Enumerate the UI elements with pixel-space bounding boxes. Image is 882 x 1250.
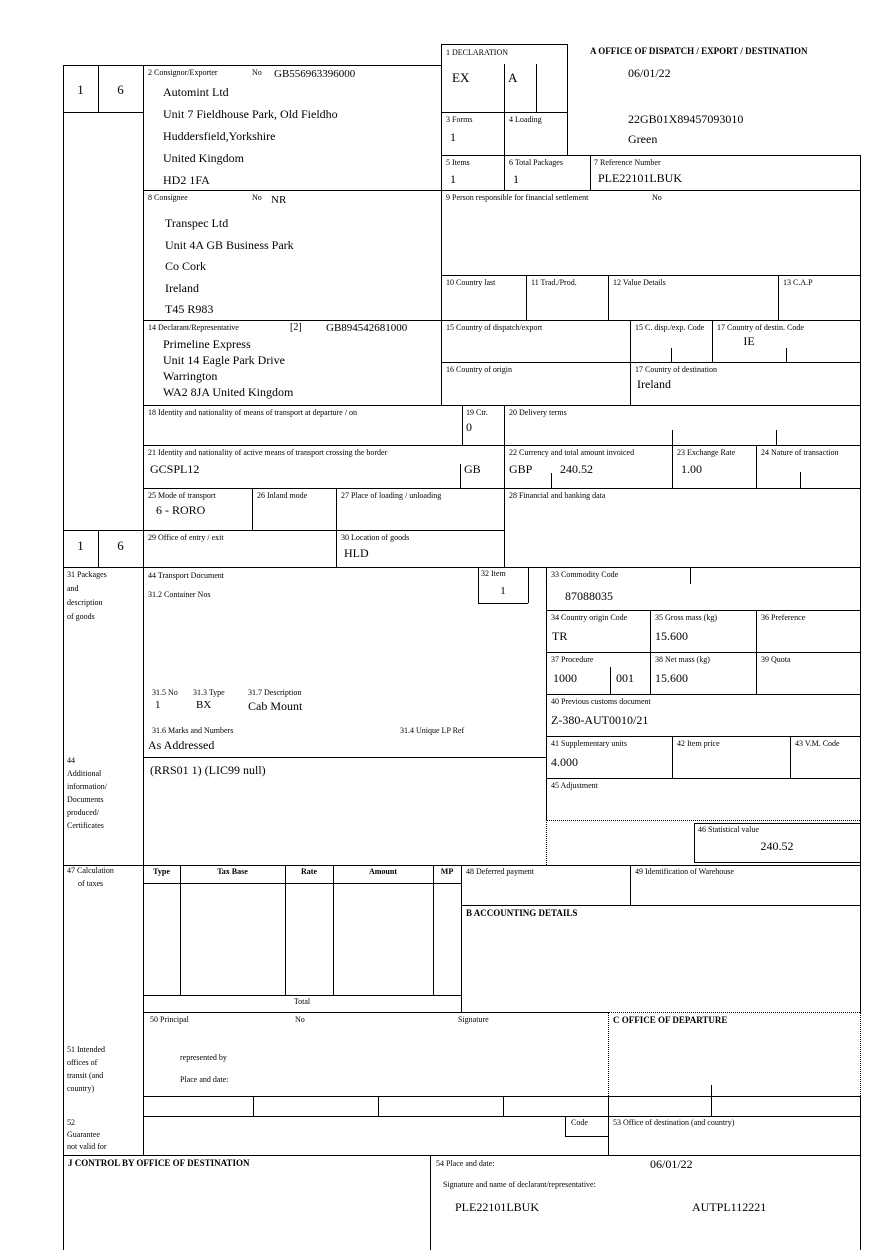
box17-label: 17 Country of destination xyxy=(635,365,717,374)
box44-label-1: 44 xyxy=(67,756,75,765)
box3-value: 1 xyxy=(450,130,456,144)
gross-mass: 15.600 xyxy=(655,629,688,643)
consignee-name: Transpec Ltd xyxy=(165,216,229,230)
box37-label: 37 Procedure xyxy=(551,655,594,664)
consignor-address-1: Unit 7 Fieldhouse Park, Old Fieldho xyxy=(163,107,338,121)
margin-copy-number-1: 1 xyxy=(77,82,84,97)
reference-number: PLE22101LBUK xyxy=(598,171,682,185)
rule-line xyxy=(460,464,461,488)
rule-line xyxy=(478,603,528,604)
rule-line xyxy=(712,320,713,362)
rule-line xyxy=(143,995,461,996)
tax-header-rate: Rate xyxy=(301,867,317,876)
box44-label-2: Additional xyxy=(67,769,102,778)
box41-label: 41 Supplementary units xyxy=(551,739,627,748)
box54-date: 06/01/22 xyxy=(650,1157,693,1171)
boxA-movement-reference: 22GB01X89457093010 xyxy=(628,112,744,126)
rule-line xyxy=(672,430,673,445)
rule-line xyxy=(630,865,631,905)
transport-nationality: GB xyxy=(464,462,481,476)
rule-line xyxy=(790,736,791,778)
declaration-type: EX xyxy=(452,70,470,85)
rule-line xyxy=(694,823,695,862)
rule-line xyxy=(567,44,568,155)
net-mass: 15.600 xyxy=(655,671,688,685)
box3-label: 3 Forms xyxy=(446,115,473,124)
rule-line xyxy=(565,1136,608,1137)
location-of-goods: HLD xyxy=(344,546,369,560)
boxB-accounting-label: B ACCOUNTING DETAILS xyxy=(466,908,578,918)
rule-line xyxy=(63,865,860,866)
rule-line xyxy=(143,1116,860,1117)
rule-line xyxy=(860,1096,861,1250)
box19-label: 19 Ctr. xyxy=(466,408,488,417)
consignor-id: GB556963396000 xyxy=(274,68,356,80)
dotted-rule-line xyxy=(546,820,860,821)
box50-no-label: No xyxy=(295,1015,305,1024)
margin-copy-number-6: 6 xyxy=(117,82,124,97)
consignee-address-1: Unit 4A GB Business Park xyxy=(165,238,294,252)
rule-line xyxy=(565,1116,566,1136)
box22-label: 22 Currency and total amount invoiced xyxy=(509,448,635,457)
rule-line xyxy=(252,488,253,530)
destination-country-code: IE xyxy=(743,334,755,348)
rule-line xyxy=(143,445,860,446)
rule-line xyxy=(478,567,479,603)
rule-line xyxy=(430,1155,431,1250)
origin-country-code: TR xyxy=(552,629,568,643)
package-type: BX xyxy=(196,699,212,711)
box4-label: 4 Loading xyxy=(509,115,542,124)
box9-label: 9 Person responsible for financial settlement xyxy=(446,193,589,202)
rule-line xyxy=(98,65,99,112)
box44-transport-doc-label: 44 Transport Document xyxy=(148,571,224,580)
box25-label: 25 Mode of transport xyxy=(148,491,216,500)
box36-label: 36 Preference xyxy=(761,613,806,622)
mode-of-transport: 6 - RORO xyxy=(156,503,206,517)
box40-label: 40 Previous customs document xyxy=(551,697,651,706)
consignee-postcode: T45 R983 xyxy=(165,302,214,316)
declarant-reference: PLE22101LBUK xyxy=(455,1200,539,1214)
box51-label-1: 51 Intended xyxy=(67,1045,105,1054)
box15-label: 15 Country of dispatch/export xyxy=(446,323,543,332)
rule-line xyxy=(333,865,334,995)
statistical-value: 240.52 xyxy=(760,839,794,853)
rule-line xyxy=(551,473,552,488)
rule-line xyxy=(143,65,144,1155)
rule-line xyxy=(690,567,691,584)
destination-country: Ireland xyxy=(637,377,671,391)
rule-line xyxy=(694,823,860,824)
box7-label: 7 Reference Number xyxy=(594,158,661,167)
rule-line xyxy=(63,112,143,113)
consignor-name: Automint Ltd xyxy=(163,85,229,99)
box6-value: 1 xyxy=(513,172,519,186)
tax-header-mp: MP xyxy=(440,867,454,876)
box52-label-1: 52 xyxy=(67,1118,75,1127)
rule-line xyxy=(536,64,537,112)
box17a-label: 17 Country of destin. Code xyxy=(717,323,804,332)
tax-header-type: Type xyxy=(153,867,170,876)
rule-line xyxy=(253,1096,254,1116)
box48-label: 48 Deferred payment xyxy=(466,867,534,876)
boxA-date: 06/01/22 xyxy=(628,66,671,80)
additional-information: (RRS01 1) (LIC99 null) xyxy=(150,763,266,777)
box31-5-label: 31.5 No xyxy=(152,688,178,697)
box31-7-label: 31.7 Description xyxy=(248,688,302,697)
box11-label: 11 Trad./Prod. xyxy=(531,278,577,287)
rule-line xyxy=(441,44,567,45)
box16-label: 16 Country of origin xyxy=(446,365,512,374)
declarant-postcode-country: WA2 8JA United Kingdom xyxy=(163,385,294,399)
rule-line xyxy=(378,1096,379,1116)
rule-line xyxy=(778,275,779,320)
box10-label: 10 Country last xyxy=(446,278,496,287)
declarant-name-code: AUTPL112221 xyxy=(692,1200,767,1214)
box39-label: 39 Quota xyxy=(761,655,791,664)
box50-signature-label: Signature xyxy=(458,1015,489,1024)
box19-value: 0 xyxy=(466,420,472,434)
boxC-office-of-departure-label: C OFFICE OF DEPARTURE xyxy=(613,1015,728,1025)
dotted-rule-line xyxy=(608,1012,609,1096)
rule-line xyxy=(63,65,64,1250)
exchange-rate: 1.00 xyxy=(681,462,702,476)
box44-label-6: Certificates xyxy=(67,821,104,830)
box51-label-3: transit (and xyxy=(67,1071,104,1080)
box1-label: 1 DECLARATION xyxy=(446,48,508,57)
procedure-code-2: 001 xyxy=(616,671,634,685)
rule-line xyxy=(63,1155,860,1156)
rule-line xyxy=(441,112,567,113)
rule-line xyxy=(546,652,860,653)
consignee-address-2: Co Cork xyxy=(165,259,207,273)
box52-label-3: not valid for xyxy=(67,1142,107,1151)
rule-line xyxy=(672,445,673,488)
package-count: 1 xyxy=(155,699,161,711)
procedure-code: 1000 xyxy=(553,671,577,685)
rule-line xyxy=(143,757,546,758)
rule-line xyxy=(546,694,860,695)
rule-line xyxy=(608,1096,609,1155)
box44-label-4: Documents xyxy=(67,795,104,804)
rule-line xyxy=(590,155,591,190)
invoice-amount: 240.52 xyxy=(560,462,593,476)
box53-label: 53 Office of destination (and country) xyxy=(613,1118,735,1127)
dotted-rule-line xyxy=(546,820,547,865)
box44-label-3: information/ xyxy=(67,782,107,791)
tax-header-amount: Amount xyxy=(368,867,397,876)
tax-header-base: Tax Base xyxy=(217,867,248,876)
box31-4-label: 31.4 Unique LP Ref xyxy=(400,726,465,735)
box6-label: 6 Total Packages xyxy=(509,158,563,167)
box43-label: 43 V.M. Code xyxy=(795,739,840,748)
box51-label-2: offices of xyxy=(67,1058,98,1067)
rule-line xyxy=(671,348,672,362)
margin-copy-number-1b: 1 xyxy=(77,538,84,553)
box2-label: 2 Consignor/Exporter xyxy=(148,68,218,77)
rule-line xyxy=(441,362,860,363)
consignor-address-2: Huddersfield,Yorkshire xyxy=(163,129,276,143)
rule-line xyxy=(461,905,860,906)
rule-line xyxy=(526,275,527,320)
margin-copy-number-6b: 6 xyxy=(117,538,124,553)
declaration-subtype: A xyxy=(508,70,518,85)
box47-label-1: 47 Calculation xyxy=(67,866,114,875)
rule-line xyxy=(504,64,505,190)
supplementary-units: 4.000 xyxy=(551,755,578,769)
rule-line xyxy=(336,488,337,567)
rule-line xyxy=(694,862,860,863)
box46-label: 46 Statistical value xyxy=(698,825,759,834)
boxJ-control-label: J CONTROL BY OFFICE OF DESTINATION xyxy=(68,1158,250,1168)
consignee-id: NR xyxy=(271,194,287,206)
box38-label: 38 Net mass (kg) xyxy=(655,655,710,664)
rule-line xyxy=(143,488,860,489)
box31-label-3: description xyxy=(67,598,103,607)
rule-line xyxy=(860,155,861,1012)
box31-2-label: 31.2 Container Nos xyxy=(148,590,211,599)
rule-line xyxy=(711,1085,712,1116)
box31-label-2: and xyxy=(67,584,79,593)
rule-line xyxy=(441,275,860,276)
box27-label: 27 Place of loading / unloading xyxy=(341,491,442,500)
rule-line xyxy=(143,883,461,884)
declarant-address-1: Unit 14 Eagle Park Drive xyxy=(163,353,285,367)
rule-line xyxy=(503,1096,504,1116)
rule-line xyxy=(180,865,181,995)
box33-label: 33 Commodity Code xyxy=(551,570,619,579)
box42-label: 42 Item price xyxy=(677,739,720,748)
box15a-label: 15 C. disp./exp. Code xyxy=(635,323,705,332)
rule-line xyxy=(441,44,442,405)
box31-label-1: 31 Packages xyxy=(67,570,107,579)
box5-label: 5 Items xyxy=(446,158,470,167)
box20-label: 20 Delivery terms xyxy=(509,408,567,417)
box51-label-4: country) xyxy=(67,1084,95,1093)
goods-description: Cab Mount xyxy=(248,699,303,713)
rule-line xyxy=(610,667,611,694)
box31-label-4: of goods xyxy=(67,612,95,621)
transport-identity: GCSPL12 xyxy=(150,462,200,476)
declarant-id: GB894542681000 xyxy=(326,322,408,334)
rule-line xyxy=(143,320,860,321)
rule-line xyxy=(63,567,860,568)
code-label: Code xyxy=(571,1118,588,1127)
box5-value: 1 xyxy=(450,172,456,186)
rule-line xyxy=(143,190,860,191)
box47-label-2: of taxes xyxy=(78,879,104,888)
boxA-title: A OFFICE OF DISPATCH / EXPORT / DESTINATION xyxy=(590,46,808,56)
box31-6-label: 31.6 Marks and Numbers xyxy=(152,726,234,735)
rule-line xyxy=(143,1012,608,1013)
box8-label: 8 Consignee xyxy=(148,193,188,202)
box26-label: 26 Inland mode xyxy=(257,491,308,500)
item-number: 1 xyxy=(500,585,506,597)
box24-label: 24 Nature of transaction xyxy=(761,448,839,457)
box44-label-5: produced/ xyxy=(67,808,99,817)
rule-line xyxy=(143,1096,860,1097)
rule-line xyxy=(433,865,434,995)
box29-label: 29 Office of entry / exit xyxy=(148,533,224,542)
box13-label: 13 C.A.P xyxy=(783,278,813,287)
declarant-address-2: Warrington xyxy=(163,369,218,383)
box28-label: 28 Financial and banking data xyxy=(509,491,606,500)
place-and-date-label: Place and date: xyxy=(180,1075,229,1084)
represented-by-label: represented by xyxy=(180,1053,227,1062)
rule-line xyxy=(800,472,801,488)
box35-label: 35 Gross mass (kg) xyxy=(655,613,717,622)
rule-line xyxy=(546,778,860,779)
rule-line xyxy=(672,736,673,778)
box52-label-2: Guarantee xyxy=(67,1130,100,1139)
box8-no-label: No xyxy=(252,193,262,202)
dotted-rule-line xyxy=(860,1012,861,1096)
box9-no-label: No xyxy=(652,193,662,202)
box31-3-label: 31.3 Type xyxy=(193,688,225,697)
tax-total-label: Total xyxy=(293,997,311,1006)
box49-label: 49 Identification of Warehouse xyxy=(635,867,734,876)
box32-label: 32 Item xyxy=(481,569,506,578)
box54-label: 54 Place and date: xyxy=(436,1159,495,1168)
box54-signature-label: Signature and name of declarant/representative: xyxy=(443,1180,596,1189)
rule-line xyxy=(786,348,787,362)
rule-line xyxy=(608,275,609,320)
box21-label: 21 Identity and nationality of active means of transport crossing the border xyxy=(148,448,388,457)
boxA-routing: Green xyxy=(628,132,658,146)
rule-line xyxy=(546,736,860,737)
commodity-code: 87088035 xyxy=(565,589,613,603)
rule-line xyxy=(98,530,99,567)
rule-line xyxy=(462,405,463,445)
rule-line xyxy=(756,445,757,488)
invoice-currency: GBP xyxy=(509,462,533,476)
dotted-rule-line xyxy=(608,1012,860,1013)
rule-line xyxy=(461,865,462,1012)
previous-document: Z-380-AUT0010/21 xyxy=(551,713,649,727)
rule-line xyxy=(528,567,529,603)
consignor-country: United Kingdom xyxy=(163,151,244,165)
box45-label: 45 Adjustment xyxy=(551,781,598,790)
rule-line xyxy=(285,865,286,995)
box34-label: 34 Country origin Code xyxy=(551,613,628,622)
consignee-country: Ireland xyxy=(165,281,199,295)
marks-and-numbers: As Addressed xyxy=(148,738,215,752)
rule-line xyxy=(546,610,860,611)
rule-line xyxy=(441,155,860,156)
rule-line xyxy=(63,530,504,531)
rule-line xyxy=(776,430,777,445)
box18-label: 18 Identity and nationality of means of transport at departure / on xyxy=(148,408,358,417)
box14-label: 14 Declarant/Representative xyxy=(148,323,239,332)
declarant-code: [2] xyxy=(290,322,302,333)
box30-label: 30 Location of goods xyxy=(341,533,410,542)
box23-label: 23 Exchange Rate xyxy=(677,448,736,457)
rule-line xyxy=(504,405,505,567)
box2-no-label: No xyxy=(252,68,262,77)
rule-line xyxy=(63,65,441,66)
box12-label: 12 Value Details xyxy=(613,278,666,287)
declarant-name: Primeline Express xyxy=(163,337,251,351)
box50-label: 50 Principal xyxy=(150,1015,189,1024)
rule-line xyxy=(143,405,860,406)
consignor-postcode: HD2 1FA xyxy=(163,173,210,187)
